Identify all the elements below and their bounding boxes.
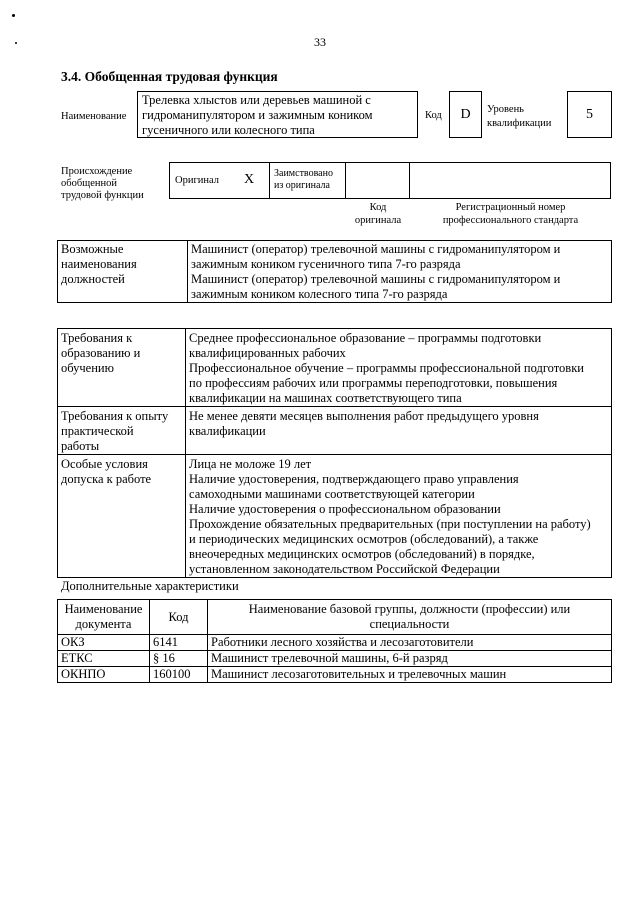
- origin-table: [169, 162, 611, 199]
- name-label: Наименование: [61, 111, 127, 122]
- requirements-table: [57, 328, 612, 578]
- value-line: квалифицированных рабочих: [189, 346, 346, 360]
- row-doc: ОКНПО: [58, 667, 150, 683]
- value-line: и периодических медицинских осмотров (обследований), а также: [189, 532, 539, 546]
- value-line: квалификации на машинах соответствующего типа: [189, 391, 462, 405]
- value-line: зажимным коником гусеничного типа 7-го разряда: [191, 257, 461, 271]
- label-line: образованию и: [61, 346, 141, 360]
- reg-number-caption: [410, 201, 611, 227]
- value-line: Не менее девяти месяцев выполнения работ предыдущего уровня: [189, 409, 539, 423]
- code-original-caption: [346, 201, 410, 227]
- origin-label-line: трудовой функции: [61, 190, 144, 201]
- caption-line: профессионального стандарта: [442, 215, 579, 226]
- borrowed-label-line: Заимствовано: [274, 168, 333, 179]
- borrowed-label: [274, 168, 333, 192]
- value-line: Машинист (оператор) трелевочной машины с гидроманипулятором и: [191, 242, 561, 256]
- origin-label-line: обобщенной: [61, 178, 118, 189]
- additional-table: [57, 599, 612, 683]
- label-line: Особые условия: [61, 457, 148, 471]
- function-name-line: гусеничного или колесного типа: [142, 123, 315, 137]
- header-line: специальности: [369, 617, 450, 631]
- function-name-box: [137, 91, 418, 138]
- value-line: по профессиям рабочих или программы переподготовки, повышения: [189, 376, 558, 390]
- value-line: установленном законодательством Российской Федерации: [189, 562, 500, 576]
- value-line: самоходными машинами соответствующей категории: [189, 487, 475, 501]
- label-line: допуска к работе: [61, 472, 152, 486]
- header-line: Наименование: [64, 602, 143, 616]
- row-name: Машинист лесозаготовительных и трелевочных машин: [208, 667, 612, 683]
- header-name-cell: [208, 600, 612, 635]
- label-line: наименования: [61, 257, 137, 271]
- page-number: 33: [314, 35, 326, 49]
- original-label: Оригинал: [175, 175, 219, 186]
- req-value-cell: [186, 455, 612, 578]
- positions-table: [57, 240, 612, 303]
- borrowed-label-line: из оригинала: [274, 180, 330, 191]
- req-label-cell: [58, 455, 186, 578]
- header-line: Наименование базовой группы, должности (профессии) или: [248, 602, 571, 616]
- row-name: Работники лесного хозяйства и лесозаготовители: [208, 635, 612, 651]
- caption-line: Код: [369, 202, 387, 213]
- header-line: документа: [75, 617, 132, 631]
- scan-speck: [12, 14, 15, 17]
- caption-line: Регистрационный номер: [455, 202, 566, 213]
- divider: [345, 162, 346, 199]
- level-label: [487, 103, 551, 131]
- origin-label-line: Происхождение: [61, 166, 133, 177]
- label-line: практической: [61, 424, 134, 438]
- level-value: 5: [586, 107, 593, 122]
- value-line: Среднее профессиональное образование – программы подготовки: [189, 331, 542, 345]
- row-name: Машинист трелевочной машины, 6-й разряд: [208, 651, 612, 667]
- req-value-cell: [186, 329, 612, 407]
- divider: [409, 162, 410, 199]
- value-line: Наличие удостоверения о профессиональном образовании: [189, 502, 501, 516]
- value-line: Прохождение обязательных предварительных (при поступлении на работу): [189, 517, 591, 531]
- row-doc: ОКЗ: [58, 635, 150, 651]
- code-value-box: [449, 91, 482, 138]
- level-label-line: Уровень: [487, 104, 524, 115]
- label-line: Требования к: [61, 331, 133, 345]
- label-line: должностей: [61, 272, 125, 286]
- label-line: Требования к опыту: [61, 409, 169, 423]
- original-mark: X: [244, 172, 255, 187]
- req-label-cell: [58, 329, 186, 407]
- row-code: 6141: [150, 635, 208, 651]
- req-value-cell: [186, 407, 612, 455]
- level-value-box: [567, 91, 612, 138]
- table-row: [58, 635, 612, 651]
- row-doc: ЕТКС: [58, 651, 150, 667]
- row-code: § 16: [150, 651, 208, 667]
- value-line: квалификации: [189, 424, 266, 438]
- label-line: работы: [61, 439, 100, 453]
- origin-label: [61, 166, 144, 202]
- table-row: [58, 667, 612, 683]
- header-doc-cell: [58, 600, 150, 635]
- code-value: D: [460, 107, 471, 122]
- value-line: Лица не моложе 19 лет: [189, 457, 312, 471]
- row-code: 160100: [150, 667, 208, 683]
- req-label-cell: [58, 407, 186, 455]
- value-line: Профессиональное обучение – программы профессиональной подготовки: [189, 361, 584, 375]
- function-name-line: гидроманипулятором и зажимным коником: [142, 108, 373, 122]
- positions-label-cell: [58, 241, 188, 303]
- level-label-line: квалификации: [487, 118, 552, 129]
- code-label: Код: [425, 110, 442, 121]
- caption-line: оригинала: [354, 215, 402, 226]
- function-name-line: Трелевка хлыстов или деревьев машиной с: [142, 93, 371, 107]
- divider: [269, 162, 270, 199]
- header-code-cell: Код: [150, 600, 208, 635]
- section-title: 3.4. Обобщенная трудовая функция: [61, 69, 278, 84]
- value-line: Машинист (оператор) трелевочной машины с гидроманипулятором и: [191, 272, 561, 286]
- additional-title: Дополнительные характеристики: [61, 579, 239, 593]
- label-line: Возможные: [61, 242, 124, 256]
- label-line: обучению: [61, 361, 114, 375]
- table-row: [58, 651, 612, 667]
- positions-value-cell: [188, 241, 612, 303]
- value-line: Наличие удостоверения, подтверждающего право управления: [189, 472, 519, 486]
- value-line: внеочередных медицинских осмотров (обследований) в порядке,: [189, 547, 535, 561]
- value-line: зажимным коником колесного типа 7-го разряда: [191, 287, 448, 301]
